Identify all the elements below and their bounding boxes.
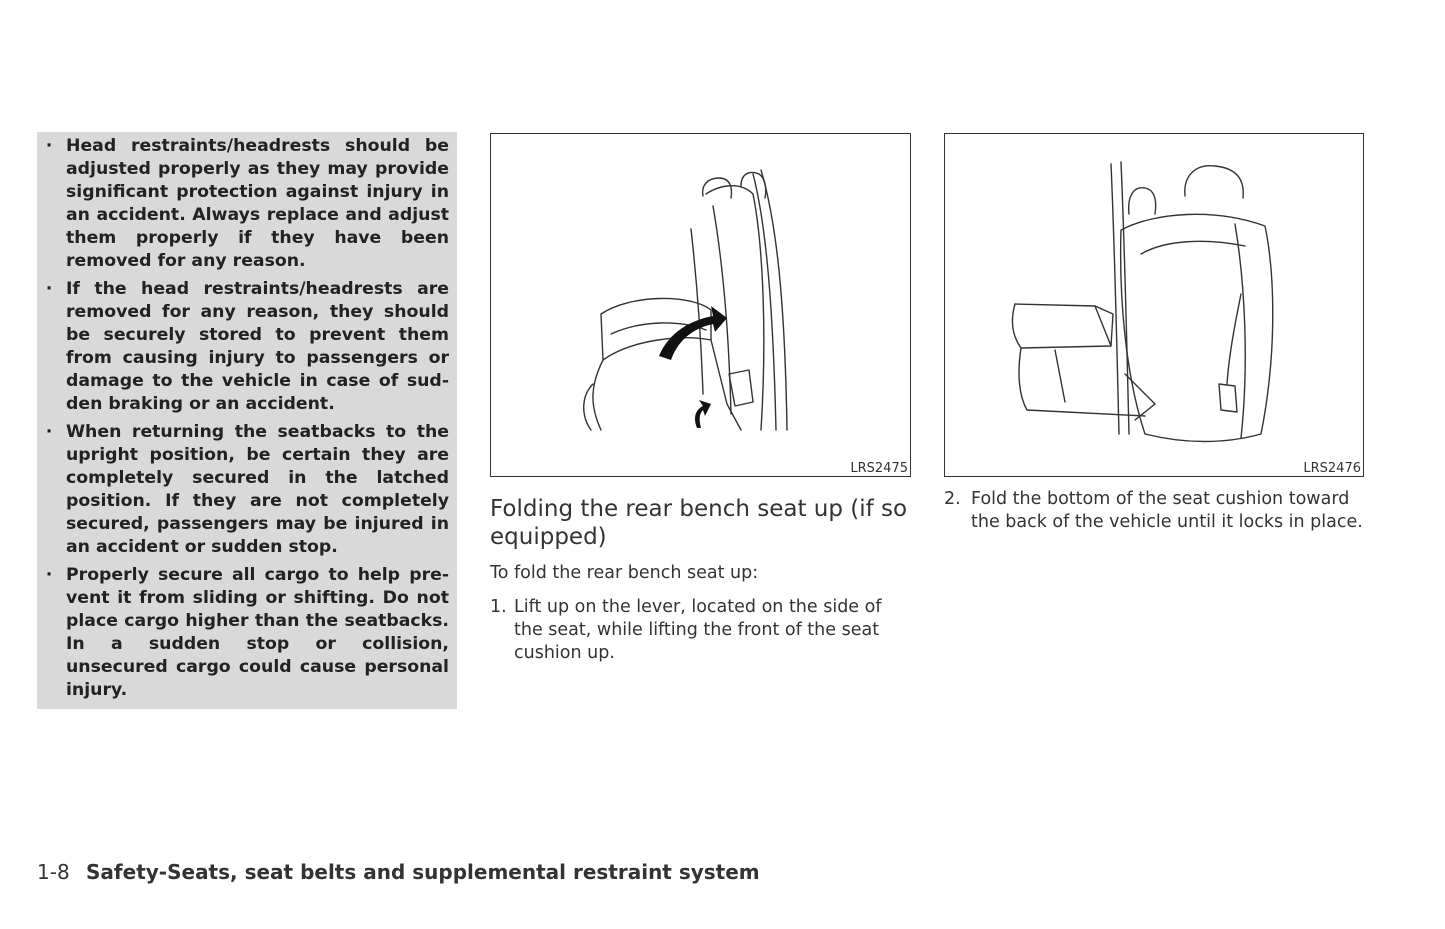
bullet: · [45,422,53,442]
step-text: Lift up on the lever, located on the side of the seat, while lifting the front of the seat cushion up. [514,597,882,663]
step-number: 2. [944,489,961,509]
step-item [490,596,915,665]
warning-box [37,132,457,709]
figure-seat-folded [944,133,1364,477]
figure-code: LRS2475 [850,461,908,476]
warning-item-text: Properly secure all cargo to help prevent it from sliding or shifting. Do not place cargo higher than the seatbacks. In a sudden stop or collision, unsecured cargo could cause personal injury. [66,565,449,700]
warning-list [43,135,449,702]
step-number: 1. [490,597,507,617]
intro-text: To fold the rear bench seat up: [490,563,759,583]
warning-item [43,421,449,559]
warning-item [43,278,449,416]
warning-item [43,135,449,273]
warning-item-text: When returning the seatbacks to the upright position, be certain they are completely secured in the latched position. If they are not completely secured, passengers may be injured in an accident or sudden stop. [66,422,449,557]
warning-item-text: If the head restraints/headrests are removed for any reason, they should be securely stored to prevent them from causing injury to passengers or damage to the vehicle in case of sudden braking or an accident. [66,279,449,414]
bullet: · [45,279,53,299]
section-heading: Folding the rear bench seat up (if so equipped) [490,496,908,550]
figure-code: LRS2476 [1303,461,1361,476]
bullet: · [45,565,53,585]
footer-section-title: Safety-Seats, seat belts and supplemental restraint system [86,860,760,884]
step-text: Fold the bottom of the seat cushion toward the back of the vehicle until it locks in place. [971,489,1363,532]
page-number: 1-8 [37,860,70,884]
warning-item [43,564,449,702]
bullet: · [45,136,53,156]
seat-folded-illustration [945,134,1362,475]
warning-item-text: Head restraints/headrests should be adjusted properly as they may provide significant protection against injury in an accident. Always replace and adjust them properly if they have been removed for any reason. [66,136,449,271]
page-footer [37,860,760,884]
figure-seat-lift [490,133,911,477]
step-item [944,488,1369,534]
seat-lift-illustration [491,134,909,475]
